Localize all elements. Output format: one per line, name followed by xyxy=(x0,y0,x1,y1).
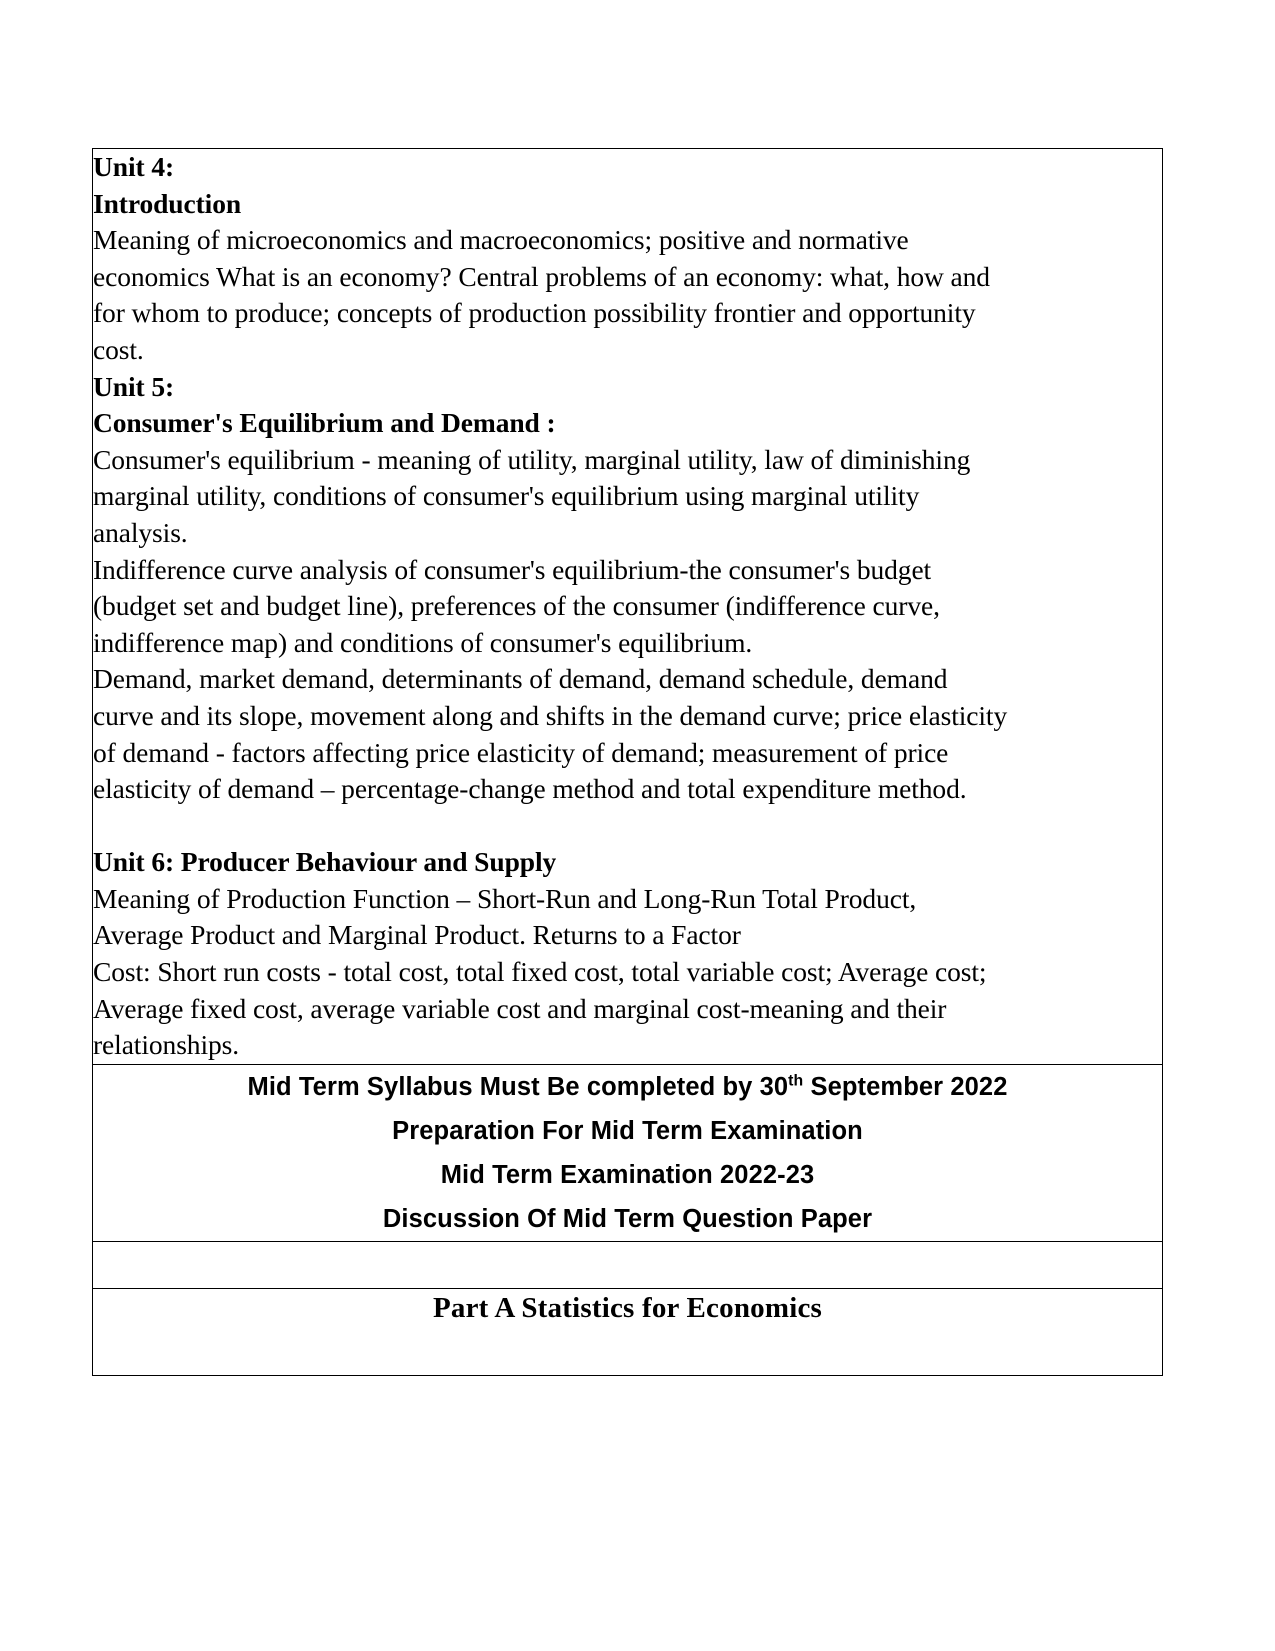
ordinal-suffix: th xyxy=(788,1072,804,1090)
units-body-line: Average Product and Marginal Product. Returns to a Factor xyxy=(93,919,741,951)
midterm-preparation-line: Preparation For Mid Term Examination xyxy=(392,1116,863,1145)
units-body-line: Indifference curve analysis of consumer's equilibrium-the consumer's budget xyxy=(93,553,932,585)
units-heading-line: Introduction xyxy=(93,187,242,219)
empty-spacer-cell xyxy=(93,1241,1163,1288)
midterm-discussion-line: Discussion Of Mid Term Question Paper xyxy=(382,1204,873,1233)
units-body-line: Demand, market demand, determinants of demand, demand schedule, demand xyxy=(93,663,948,695)
units-body-line: cost. xyxy=(93,333,144,365)
units-body-line: Meaning of microeconomics and macroeconomics; positive and normative xyxy=(93,224,909,256)
midterm-completion-line xyxy=(93,1065,1162,1109)
units-body-line: curve and its slope, movement along and shifts in the demand curve; price elasticity xyxy=(93,699,1008,731)
syllabus-table-body xyxy=(93,149,1163,1376)
units-body-line: for whom to produce; concepts of production possibility frontier and opportunity xyxy=(93,297,976,329)
units-heading-line: Unit 6: Producer Behaviour and Supply xyxy=(93,846,557,878)
units-body-line: Average fixed cost, average variable cost and marginal cost-meaning and their xyxy=(93,992,947,1024)
units-body-line: (budget set and budget line), preferences of the consumer (indifference curve, xyxy=(93,590,940,622)
table-row-units xyxy=(93,149,1163,1065)
units-body-line: of demand - factors affecting price elasticity of demand; measurement of price xyxy=(93,736,949,768)
units-body-line: Cost: Short run costs - total cost, total fixed cost, total variable cost; Average cost; xyxy=(93,956,987,988)
units-body-line: economics What is an economy? Central problems of an economy: what, how and xyxy=(93,260,990,292)
midterm-completion-text-after: September 2022 xyxy=(803,1072,1008,1101)
table-row-midterm xyxy=(93,1064,1163,1241)
units-body-line: marginal utility, conditions of consumer's equilibrium using marginal utility xyxy=(93,480,920,512)
units-content-cell xyxy=(93,149,1163,1065)
units-lines-container xyxy=(93,149,1162,1064)
units-body-line: Meaning of Production Function – Short-Run and Long-Run Total Product, xyxy=(93,882,917,914)
units-body-line: analysis. xyxy=(93,516,188,548)
midterm-notes-cell xyxy=(93,1064,1163,1241)
table-row-parta xyxy=(93,1288,1163,1375)
units-body-line: elasticity of demand – percentage-change method and total expenditure method. xyxy=(93,773,967,805)
units-heading-line: Consumer's Equilibrium and Demand : xyxy=(93,407,556,439)
units-heading-line: Unit 4: xyxy=(93,151,175,182)
units-body-line: Consumer's equilibrium - meaning of utility, marginal utility, law of diminishing xyxy=(93,443,971,475)
units-body-line: relationships. xyxy=(93,1029,240,1061)
units-heading-line: Unit 5: xyxy=(93,370,175,402)
midterm-completion-text-before: Mid Term Syllabus Must Be completed by 30 xyxy=(247,1072,789,1101)
table-row-empty xyxy=(93,1241,1163,1288)
part-a-heading: Part A Statistics for Economics xyxy=(432,1291,823,1324)
part-a-heading-cell xyxy=(93,1288,1163,1375)
units-body-line: indifference map) and conditions of consumer's equilibrium. xyxy=(93,626,753,658)
midterm-examination-line: Mid Term Examination 2022-23 xyxy=(440,1160,815,1189)
units-spacer-line xyxy=(93,808,1162,845)
syllabus-table xyxy=(92,148,1163,1376)
